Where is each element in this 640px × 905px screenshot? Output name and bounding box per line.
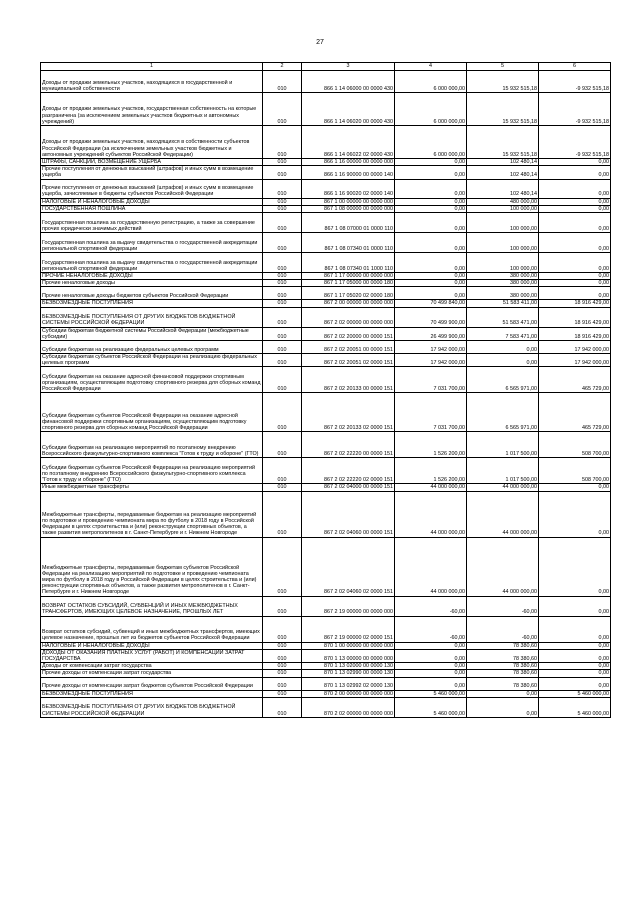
planned-amount-cell: 0,00: [395, 642, 467, 649]
actual-amount-cell: 100 000,00: [467, 253, 539, 273]
budget-code-cell: 870 2 02 00000 00 0000 000: [302, 697, 395, 717]
budget-code-cell: 867 1 08 00000 00 0000 000: [302, 205, 395, 212]
row-name-cell: Доходы от продажи земельных участков, государственная собственность на которые разграничена (за исключением земельных участков бюджетных и автономных учреждений): [41, 93, 263, 126]
table-row: [41, 670, 611, 677]
row-name-cell: Прочие доходы от компенсации затрат государства: [41, 670, 263, 677]
budget-code-cell: 866 1 14 06022 02 0000 430: [302, 126, 395, 159]
column-number-header: 6: [539, 63, 611, 71]
row-code-cell: 010: [263, 213, 302, 233]
planned-amount-cell: 1 526 200,00: [395, 458, 467, 484]
planned-amount-cell: 17 942 000,00: [395, 354, 467, 367]
table-row: [41, 205, 611, 212]
column-number-header: 2: [263, 63, 302, 71]
deviation-amount-cell: 0,00: [539, 677, 611, 690]
row-name-cell: Прочие неналоговые доходы бюджетов субъектов Российской Федерации: [41, 287, 263, 300]
planned-amount-cell: 6 000 000,00: [395, 93, 467, 126]
row-code-cell: 010: [263, 205, 302, 212]
planned-amount-cell: 44 000 000,00: [395, 537, 467, 596]
row-name-cell: НАЛОГОВЫЕ И НЕНАЛОГОВЫЕ ДОХОДЫ: [41, 642, 263, 649]
budget-code-cell: 870 1 13 02990 00 0000 130: [302, 670, 395, 677]
budget-code-cell: 870 1 13 02992 02 0000 130: [302, 677, 395, 690]
deviation-amount-cell: 5 460 000,00: [539, 690, 611, 697]
planned-amount-cell: 0,00: [395, 253, 467, 273]
row-code-cell: 010: [263, 327, 302, 340]
actual-amount-cell: 78 380,60: [467, 670, 539, 677]
budget-code-cell: 867 2 02 20000 00 0000 151: [302, 327, 395, 340]
row-name-cell: Субсидии бюджетам субъектов Российской Федерации на реализацию федеральных целевых программ: [41, 354, 263, 367]
column-number-header: 5: [467, 63, 539, 71]
budget-code-cell: 867 1 08 07000 01 0000 110: [302, 213, 395, 233]
actual-amount-cell: 380 000,00: [467, 273, 539, 280]
planned-amount-cell: 0,00: [395, 649, 467, 662]
row-name-cell: БЕЗВОЗМЕЗДНЫЕ ПОСТУПЛЕНИЯ ОТ ДРУГИХ БЮДЖЕТОВ БЮДЖЕТНОЙ СИСТЕМЫ РОССИЙСКОЙ ФЕДЕРАЦИИ: [41, 697, 263, 717]
planned-amount-cell: 0,00: [395, 166, 467, 179]
actual-amount-cell: 15 932 515,18: [467, 71, 539, 93]
table-row: [41, 458, 611, 484]
row-name-cell: Государственная пошлина за выдачу свидетельства о государственной аккредитации региональной спортивной федерации: [41, 233, 263, 253]
table-row: [41, 484, 611, 491]
table-row: [41, 307, 611, 327]
deviation-amount-cell: 465 729,00: [539, 367, 611, 393]
deviation-amount-cell: 0,00: [539, 159, 611, 166]
row-code-cell: 010: [263, 307, 302, 327]
table-row: [41, 432, 611, 458]
budget-execution-table: [40, 62, 611, 718]
row-code-cell: 010: [263, 280, 302, 287]
row-name-cell: ГОСУДАРСТВЕННАЯ ПОШЛИНА: [41, 205, 263, 212]
budget-code-cell: 867 2 02 04000 00 0000 151: [302, 484, 395, 491]
table-row: [41, 649, 611, 662]
row-name-cell: Государственная пошлина за государственную регистрацию, а также за совершение прочих юридически значимых действий: [41, 213, 263, 233]
row-code-cell: 010: [263, 642, 302, 649]
deviation-amount-cell: 508 700,00: [539, 458, 611, 484]
actual-amount-cell: 0,00: [467, 697, 539, 717]
row-name-cell: Прочие неналоговые доходы: [41, 280, 263, 287]
deviation-amount-cell: 17 942 000,00: [539, 354, 611, 367]
budget-code-cell: 867 1 00 00000 00 0000 000: [302, 198, 395, 205]
deviation-amount-cell: 508 700,00: [539, 432, 611, 458]
planned-amount-cell: 70 499 900,00: [395, 307, 467, 327]
budget-code-cell: 870 2 00 00000 00 0000 000: [302, 690, 395, 697]
table-row: [41, 273, 611, 280]
row-name-cell: ПРОЧИЕ НЕНАЛОГОВЫЕ ДОХОДЫ: [41, 273, 263, 280]
budget-code-cell: 867 2 02 20133 02 0000 151: [302, 393, 395, 432]
planned-amount-cell: 0,00: [395, 198, 467, 205]
table-row: [41, 393, 611, 432]
deviation-amount-cell: 0,00: [539, 179, 611, 198]
row-name-cell: БЕЗВОЗМЕЗДНЫЕ ПОСТУПЛЕНИЯ ОТ ДРУГИХ БЮДЖЕТОВ БЮДЖЕТНОЙ СИСТЕМЫ РОССИЙСКОЙ ФЕДЕРАЦИИ: [41, 307, 263, 327]
row-code-cell: 010: [263, 273, 302, 280]
planned-amount-cell: 44 000 000,00: [395, 484, 467, 491]
row-name-cell: Прочие поступления от денежных взысканий (штрафов) и иных сумм в возмещение ущерба, зачисляемые в бюджеты субъектов Российской Федерации: [41, 179, 263, 198]
actual-amount-cell: 51 583 471,00: [467, 307, 539, 327]
actual-amount-cell: 100 000,00: [467, 233, 539, 253]
deviation-amount-cell: 465 729,00: [539, 393, 611, 432]
budget-code-cell: 867 1 17 05000 00 0000 180: [302, 280, 395, 287]
planned-amount-cell: 6 000 000,00: [395, 71, 467, 93]
table-row: [41, 341, 611, 354]
planned-amount-cell: 26 499 900,00: [395, 327, 467, 340]
row-name-cell: Межбюджетные трансферты, передаваемые бюджетам субъектов Российской Федерации на реализацию мероприятий по подготовке и проведению чемпионата мира по футболу в 2018 году в Российской Федерации в целях строительства и (или) реконструкции спортивных объектов, а также развития метрополитенов в г. Санкт-Петербурге и г. Нижнем Новгороде: [41, 537, 263, 596]
deviation-amount-cell: 18 916 429,00: [539, 300, 611, 307]
row-code-cell: 010: [263, 300, 302, 307]
deviation-amount-cell: 0,00: [539, 166, 611, 179]
actual-amount-cell: 1 017 500,00: [467, 432, 539, 458]
table-row: [41, 642, 611, 649]
row-code-cell: 010: [263, 71, 302, 93]
deviation-amount-cell: 0,00: [539, 273, 611, 280]
deviation-amount-cell: 18 916 429,00: [539, 327, 611, 340]
budget-code-cell: 866 1 16 90020 02 0000 140: [302, 179, 395, 198]
row-name-cell: Субсидии бюджетам субъектов Российской Федерации на оказание адресной финансовой поддержки спортивным организациям, осуществляющим подготовку спортивного резерва для сборных команд Российской Федерации: [41, 393, 263, 432]
row-name-cell: Доходы от продажи земельных участков, находящихся в государственной и муниципальной собственности: [41, 71, 263, 93]
table-row: [41, 327, 611, 340]
row-code-cell: 010: [263, 432, 302, 458]
row-code-cell: 010: [263, 287, 302, 300]
planned-amount-cell: 44 000 000,00: [395, 491, 467, 537]
budget-code-cell: 867 2 02 20051 00 0000 151: [302, 341, 395, 354]
planned-amount-cell: 17 942 000,00: [395, 341, 467, 354]
row-code-cell: 010: [263, 616, 302, 642]
budget-code-cell: 867 2 19 00000 00 0000 000: [302, 596, 395, 616]
planned-amount-cell: 70 499 840,00: [395, 300, 467, 307]
budget-code-cell: 867 2 00 00000 00 0000 000: [302, 300, 395, 307]
budget-code-cell: 867 2 02 20051 02 0000 151: [302, 354, 395, 367]
actual-amount-cell: 102 480,14: [467, 179, 539, 198]
planned-amount-cell: 0,00: [395, 233, 467, 253]
planned-amount-cell: -60,00: [395, 616, 467, 642]
budget-code-cell: 867 2 02 00000 00 0000 000: [302, 307, 395, 327]
actual-amount-cell: 0,00: [467, 354, 539, 367]
row-name-cell: Доходы от продажи земельных участков, находящихся в собственности субъектов Российской Федерации (за исключением земельных участков бюджетных и автономных учреждений субъектов Российской Федерации): [41, 126, 263, 159]
row-code-cell: 010: [263, 537, 302, 596]
row-name-cell: Государственная пошлина за выдачу свидетельства о государственной аккредитации региональной спортивной федерации: [41, 253, 263, 273]
planned-amount-cell: 0,00: [395, 213, 467, 233]
column-number-header: 4: [395, 63, 467, 71]
planned-amount-cell: 0,00: [395, 670, 467, 677]
planned-amount-cell: 7 031 700,00: [395, 367, 467, 393]
budget-code-cell: 866 1 14 06000 00 0000 430: [302, 71, 395, 93]
row-code-cell: 010: [263, 491, 302, 537]
row-name-cell: НАЛОГОВЫЕ И НЕНАЛОГОВЫЕ ДОХОДЫ: [41, 198, 263, 205]
deviation-amount-cell: 0,00: [539, 287, 611, 300]
deviation-amount-cell: 0,00: [539, 642, 611, 649]
planned-amount-cell: 0,00: [395, 179, 467, 198]
row-name-cell: Субсидии бюджетам бюджетной системы Российской Федерации (межбюджетные субсидии): [41, 327, 263, 340]
actual-amount-cell: -60,00: [467, 616, 539, 642]
budget-code-cell: 867 2 02 04060 00 0000 151: [302, 491, 395, 537]
actual-amount-cell: 100 000,00: [467, 205, 539, 212]
actual-amount-cell: 15 932 515,18: [467, 126, 539, 159]
row-code-cell: 010: [263, 159, 302, 166]
table-row: [41, 491, 611, 537]
table-row: [41, 71, 611, 93]
budget-code-cell: 867 2 02 20133 00 0000 151: [302, 367, 395, 393]
row-name-cell: Субсидии бюджетам субъектов Российской Федерации на реализацию мероприятий по поэтапному внедрению Всероссийского физкультурно-спортивного комплекса "Готов к труду и обороне" (ГТО): [41, 458, 263, 484]
actual-amount-cell: 0,00: [467, 690, 539, 697]
table-row: [41, 300, 611, 307]
column-number-header: 3: [302, 63, 395, 71]
row-code-cell: 010: [263, 663, 302, 670]
budget-code-cell: 867 1 17 00000 00 0000 000: [302, 273, 395, 280]
row-code-cell: 010: [263, 458, 302, 484]
row-code-cell: 010: [263, 198, 302, 205]
row-name-cell: Субсидии бюджетам на реализацию мероприятий по поэтапному внедрению Всероссийского физкультурно-спортивного комплекса "Готов к труду и обороне" (ГТО): [41, 432, 263, 458]
planned-amount-cell: 6 000 000,00: [395, 126, 467, 159]
budget-code-cell: 867 2 02 04060 02 0000 151: [302, 537, 395, 596]
actual-amount-cell: 44 000 000,00: [467, 484, 539, 491]
deviation-amount-cell: 17 942 000,00: [539, 341, 611, 354]
budget-code-cell: 867 2 02 22220 00 0000 151: [302, 432, 395, 458]
planned-amount-cell: 0,00: [395, 663, 467, 670]
planned-amount-cell: 0,00: [395, 280, 467, 287]
table-row: [41, 677, 611, 690]
row-code-cell: 010: [263, 367, 302, 393]
actual-amount-cell: 7 583 471,00: [467, 327, 539, 340]
budget-code-cell: 866 1 16 90000 00 0000 140: [302, 166, 395, 179]
row-name-cell: ДОХОДЫ ОТ ОКАЗАНИЯ ПЛАТНЫХ УСЛУГ (РАБОТ) И КОМПЕНСАЦИИ ЗАТРАТ ГОСУДАРСТВА: [41, 649, 263, 662]
budget-code-cell: 867 2 02 22220 02 0000 151: [302, 458, 395, 484]
planned-amount-cell: 0,00: [395, 159, 467, 166]
row-code-cell: 010: [263, 393, 302, 432]
actual-amount-cell: 480 000,00: [467, 198, 539, 205]
table-row: [41, 126, 611, 159]
actual-amount-cell: 78 380,60: [467, 663, 539, 670]
budget-code-cell: 870 1 13 02000 00 0000 130: [302, 663, 395, 670]
actual-amount-cell: 15 932 515,18: [467, 93, 539, 126]
deviation-amount-cell: 0,00: [539, 616, 611, 642]
planned-amount-cell: 5 460 000,00: [395, 690, 467, 697]
planned-amount-cell: 0,00: [395, 273, 467, 280]
table-row: [41, 616, 611, 642]
actual-amount-cell: 78 380,60: [467, 642, 539, 649]
budget-code-cell: 867 1 08 07340 01 0000 110: [302, 233, 395, 253]
row-name-cell: Прочие поступления от денежных взысканий (штрафов) и иных сумм в возмещение ущерба: [41, 166, 263, 179]
row-name-cell: Прочие доходы от компенсации затрат бюджетов субъектов Российской Федерации: [41, 677, 263, 690]
table-row: [41, 287, 611, 300]
table-row: [41, 663, 611, 670]
table-row: [41, 213, 611, 233]
row-code-cell: 010: [263, 233, 302, 253]
planned-amount-cell: 0,00: [395, 287, 467, 300]
table-body: [41, 71, 611, 718]
actual-amount-cell: 102 480,14: [467, 159, 539, 166]
row-name-cell: Возврат остатков субсидий, субвенций и иных межбюджетных трансфертов, имеющих целевое назначение, прошлых лет из бюджетов субъектов Российской Федерации: [41, 616, 263, 642]
actual-amount-cell: 0,00: [467, 341, 539, 354]
row-code-cell: 010: [263, 126, 302, 159]
row-code-cell: 010: [263, 93, 302, 126]
row-code-cell: 010: [263, 179, 302, 198]
table-row: [41, 537, 611, 596]
row-name-cell: Субсидии бюджетам на реализацию федеральных целевых программ: [41, 341, 263, 354]
budget-code-cell: 870 1 00 00000 00 0000 000: [302, 642, 395, 649]
budget-code-cell: 867 1 17 05020 02 0000 180: [302, 287, 395, 300]
planned-amount-cell: 0,00: [395, 205, 467, 212]
table-row: [41, 233, 611, 253]
actual-amount-cell: 6 565 971,00: [467, 393, 539, 432]
budget-code-cell: 870 1 13 00000 00 0000 000: [302, 649, 395, 662]
deviation-amount-cell: 0,00: [539, 233, 611, 253]
deviation-amount-cell: 0,00: [539, 670, 611, 677]
planned-amount-cell: 5 460 000,00: [395, 697, 467, 717]
table-row: [41, 159, 611, 166]
planned-amount-cell: 7 031 700,00: [395, 393, 467, 432]
actual-amount-cell: 6 565 971,00: [467, 367, 539, 393]
budget-code-cell: 866 1 16 00000 00 0000 000: [302, 159, 395, 166]
table-row: [41, 166, 611, 179]
deviation-amount-cell: 5 460 000,00: [539, 697, 611, 717]
row-code-cell: 010: [263, 670, 302, 677]
deviation-amount-cell: 0,00: [539, 253, 611, 273]
deviation-amount-cell: 0,00: [539, 198, 611, 205]
row-code-cell: 010: [263, 596, 302, 616]
table-row: [41, 367, 611, 393]
deviation-amount-cell: -9 932 515,18: [539, 71, 611, 93]
table-row: [41, 253, 611, 273]
row-code-cell: 010: [263, 484, 302, 491]
actual-amount-cell: 1 017 500,00: [467, 458, 539, 484]
budget-code-cell: 867 1 08 07340 01 1000 110: [302, 253, 395, 273]
row-code-cell: 010: [263, 677, 302, 690]
row-name-cell: ВОЗВРАТ ОСТАТКОВ СУБСИДИЙ, СУБВЕНЦИЙ И ИНЫХ МЕЖБЮДЖЕТНЫХ ТРАНСФЕРТОВ, ИМЕЮЩИХ ЦЕЛЕВОЕ НАЗНАЧЕНИЕ, ПРОШЛЫХ ЛЕТ: [41, 596, 263, 616]
row-name-cell: Иные межбюджетные трансферты: [41, 484, 263, 491]
actual-amount-cell: 78 380,60: [467, 649, 539, 662]
deviation-amount-cell: -9 932 515,18: [539, 126, 611, 159]
deviation-amount-cell: 0,00: [539, 205, 611, 212]
row-name-cell: Субсидии бюджетам на оказание адресной финансовой поддержки спортивным организациям, осуществляющим подготовку спортивного резерва для сборных команд Российской Федерации: [41, 367, 263, 393]
row-code-cell: 010: [263, 253, 302, 273]
table-row: [41, 198, 611, 205]
row-code-cell: 010: [263, 166, 302, 179]
actual-amount-cell: 100 000,00: [467, 213, 539, 233]
row-code-cell: 010: [263, 341, 302, 354]
actual-amount-cell: 44 000 000,00: [467, 537, 539, 596]
row-name-cell: ШТРАФЫ, САНКЦИИ, ВОЗМЕЩЕНИЕ УЩЕРБА: [41, 159, 263, 166]
actual-amount-cell: -60,00: [467, 596, 539, 616]
table-row: [41, 280, 611, 287]
row-name-cell: Межбюджетные трансферты, передаваемые бюджетам на реализацию мероприятий по подготовке и проведению чемпионата мира по футболу в 2018 году в Российской Федерации в целях строительства и (или) реконструкции спортивных объектов, а также развития метрополитенов в г. Санкт-Петербурге и г. Нижнем Новгороде: [41, 491, 263, 537]
row-code-cell: 010: [263, 649, 302, 662]
deviation-amount-cell: 18 916 429,00: [539, 307, 611, 327]
row-code-cell: 010: [263, 690, 302, 697]
table-row: [41, 596, 611, 616]
deviation-amount-cell: 0,00: [539, 213, 611, 233]
actual-amount-cell: 51 583 411,00: [467, 300, 539, 307]
budget-code-cell: 866 1 14 06020 00 0000 430: [302, 93, 395, 126]
row-code-cell: 010: [263, 697, 302, 717]
planned-amount-cell: 1 526 200,00: [395, 432, 467, 458]
planned-amount-cell: -60,00: [395, 596, 467, 616]
table-row: [41, 179, 611, 198]
table-row: [41, 93, 611, 126]
planned-amount-cell: 0,00: [395, 677, 467, 690]
actual-amount-cell: 380 000,00: [467, 287, 539, 300]
actual-amount-cell: 102 480,14: [467, 166, 539, 179]
table-row: [41, 697, 611, 717]
deviation-amount-cell: 0,00: [539, 596, 611, 616]
row-name-cell: БЕЗВОЗМЕЗДНЫЕ ПОСТУПЛЕНИЯ: [41, 300, 263, 307]
budget-code-cell: 867 2 19 00000 02 0000 151: [302, 616, 395, 642]
table-row: [41, 354, 611, 367]
table-row: [41, 690, 611, 697]
deviation-amount-cell: 0,00: [539, 663, 611, 670]
deviation-amount-cell: 0,00: [539, 649, 611, 662]
row-name-cell: БЕЗВОЗМЕЗДНЫЕ ПОСТУПЛЕНИЯ: [41, 690, 263, 697]
actual-amount-cell: 78 380,60: [467, 677, 539, 690]
actual-amount-cell: 44 000 000,00: [467, 491, 539, 537]
deviation-amount-cell: -9 932 515,18: [539, 93, 611, 126]
deviation-amount-cell: 0,00: [539, 537, 611, 596]
deviation-amount-cell: 0,00: [539, 491, 611, 537]
row-name-cell: Доходы от компенсации затрат государства: [41, 663, 263, 670]
table-header-row: [41, 63, 611, 71]
deviation-amount-cell: 0,00: [539, 280, 611, 287]
page-number: 27: [316, 39, 324, 46]
row-code-cell: 010: [263, 354, 302, 367]
column-number-header: 1: [41, 63, 263, 71]
actual-amount-cell: 380 000,00: [467, 280, 539, 287]
deviation-amount-cell: 0,00: [539, 484, 611, 491]
